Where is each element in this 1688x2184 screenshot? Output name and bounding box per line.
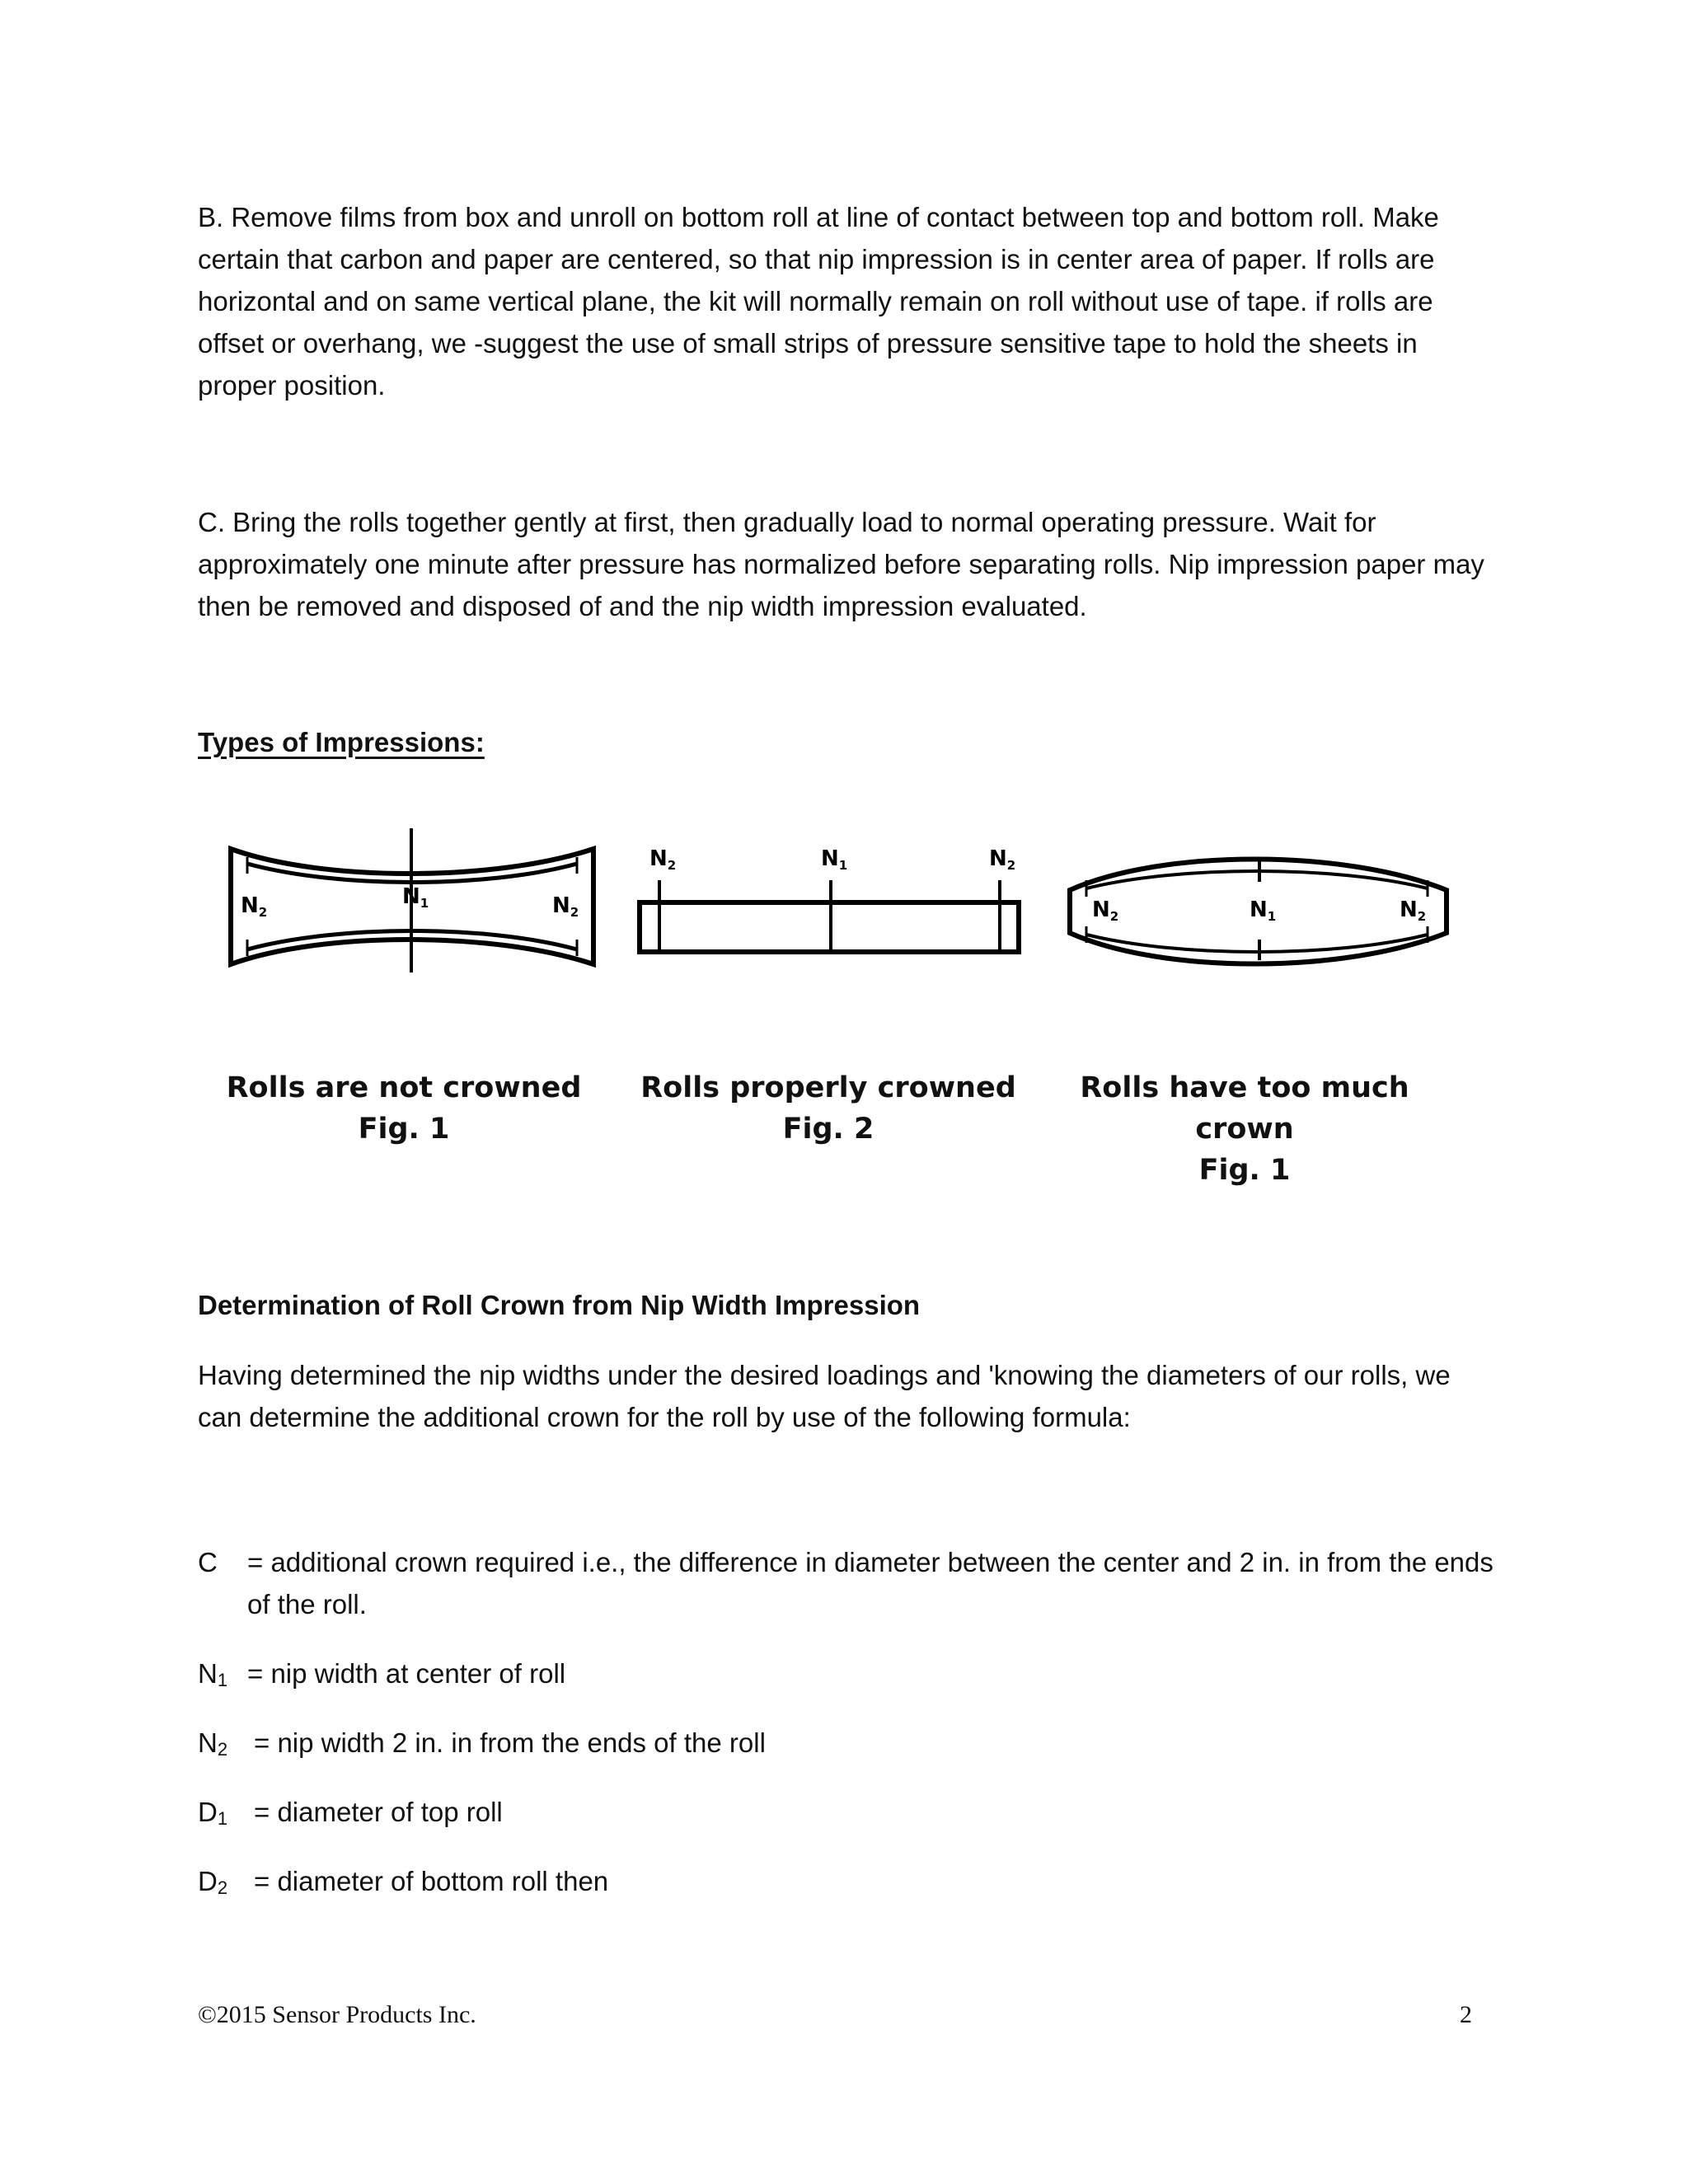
fig2-caption: [639, 1067, 1018, 1150]
definition-symbol: $D_1$: [198, 1797, 228, 1829]
fig2-caption-number: Fig. 2: [782, 1113, 874, 1146]
definition-symbol: C: [198, 1547, 218, 1577]
fig2-n2-left-label: N2: [649, 846, 677, 873]
fig3-n2-right-label: N2: [1400, 898, 1427, 924]
definition-symbol: $N_2$: [198, 1727, 228, 1760]
footer-copyright: ©2015 Sensor Products Inc.: [198, 2001, 476, 2028]
fig1-n2-left-label: N2: [241, 893, 268, 920]
determination-heading: Determination of Roll Crown from Nip Width Impression: [198, 1290, 921, 1320]
types-of-impressions-heading: Types of Impressions:: [198, 727, 485, 757]
paragraph-c: C. Bring the rolls together gently at first, then gradually load to normal operating pressure. Wait for approximately one minute after pressure has normalized before separating rolls. Nip impression paper may then be removed and disposed of and the nip width impression evaluated.: [198, 507, 1484, 621]
definition-text: = additional crown required i.e., the difference in diameter between the center and 2 in. in from the ends of the roll.: [247, 1547, 1493, 1619]
paragraph-b: B. Remove films from box and unroll on bottom roll at line of contact between top and bottom roll. Make certain that carbon and paper are centered, so that nip impression is in center area of paper. If rolls are horizontal and on same vertical plane, the kit will normally remain on roll without use of tape. if rolls are offset or overhang, we -suggest the use of small strips of pressure sensitive tape to hold the sheets in proper position.: [198, 202, 1439, 401]
definition-text: = nip width 2 in. in from the ends of the roll: [254, 1727, 766, 1758]
definition-c: [198, 1541, 1517, 1632]
fig3-caption-title: Rolls have too much crown: [1080, 1071, 1409, 1146]
fig1-n2-right-label: N2: [552, 893, 579, 920]
definition-text: = diameter of bottom roll then: [254, 1866, 609, 1896]
fig2-caption-title: Rolls properly crowned: [640, 1071, 1016, 1104]
fig2-n2-right-label: N2: [989, 846, 1016, 873]
footer-page-number: 2: [1460, 2001, 1472, 2028]
fig1-caption-title: Rolls are not crowned: [226, 1071, 582, 1104]
impression-figures: [223, 824, 1475, 989]
determination-intro: Having determined the nip widths under the desired loadings and 'knowing the diameters of our rolls, we can determine the additional crown for the roll by use of the following formula:: [198, 1360, 1451, 1432]
fig3-too-much-crown-diagram: [1063, 824, 1459, 981]
fig1-n1-label: N1: [402, 884, 429, 911]
definition-symbol: $N_1$: [198, 1658, 228, 1690]
fig2-n1-label: N1: [821, 846, 848, 873]
fig3-caption: [1047, 1067, 1442, 1191]
fig3-bottom-nip-line: [1086, 935, 1428, 952]
fig1-caption-number: Fig. 1: [358, 1113, 450, 1146]
definition-text: = nip width at center of roll: [247, 1658, 566, 1689]
definition-symbol: $D_2$: [198, 1866, 228, 1898]
fig3-caption-number: Fig. 1: [1198, 1154, 1291, 1187]
fig1-not-crowned-diagram: [223, 824, 602, 981]
fig1-caption: [214, 1067, 593, 1150]
fig3-n2-left-label: N2: [1092, 898, 1119, 924]
fig2-properly-crowned-diagram: [635, 824, 1030, 981]
fig3-n1-label: N1: [1250, 898, 1277, 924]
fig3-top-nip-line: [1086, 871, 1428, 888]
definition-text: = diameter of top roll: [254, 1797, 503, 1827]
